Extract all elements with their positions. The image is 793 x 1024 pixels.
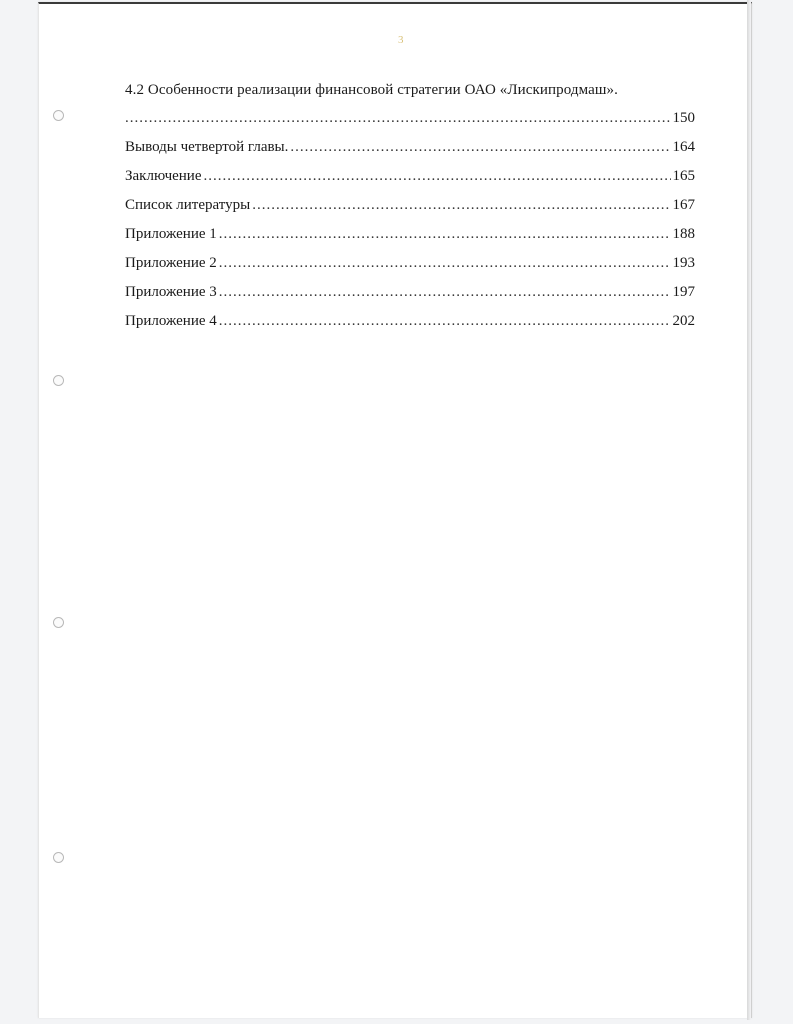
toc-entry-title: Выводы четвертой главы. [125,139,289,155]
toc-page-number: 165 [672,168,695,184]
toc-page-number: 193 [672,255,695,271]
toc-leader [219,307,671,336]
toc-leader [252,191,670,220]
toc-entry-title: Приложение 1 [125,226,217,242]
toc-entry [125,220,695,249]
toc-page-number: 202 [672,313,695,329]
toc-page-number: 197 [672,284,695,300]
toc-entry [125,191,695,220]
toc-leader [204,162,671,191]
toc-entry [125,133,695,162]
scan-edge [747,0,751,1020]
toc-page-number: 188 [672,226,695,242]
toc-entry [125,162,695,191]
punch-hole-icon [53,852,64,863]
toc-page-number: 167 [672,197,695,213]
toc-page-number: 150 [672,110,695,126]
toc-heading-page-line [125,104,695,133]
punch-hole-icon [53,375,64,386]
toc-entry [125,307,695,336]
toc-entry-title: Приложение 3 [125,284,217,300]
toc-entry-title: Список литературы [125,197,251,213]
toc-entry-title: Приложение 4 [125,313,217,329]
toc-leader [219,278,671,307]
table-of-contents [125,76,695,336]
toc-page-number: 164 [672,139,695,155]
toc-entry-title: Приложение 2 [125,255,217,271]
toc-heading: 4.2 Особенности реализации финансовой стратегии ОАО «Лискипродмаш». [125,82,618,98]
toc-entry [125,278,695,307]
toc-leader [219,220,671,249]
punch-hole-icon [53,617,64,628]
toc-leader [219,249,671,278]
toc-leader [125,104,671,133]
page-number: 3 [398,34,404,46]
toc-entry [125,249,695,278]
toc-leader [290,133,670,162]
toc-entry-title: Заключение [125,168,202,184]
punch-hole-icon [53,110,64,121]
